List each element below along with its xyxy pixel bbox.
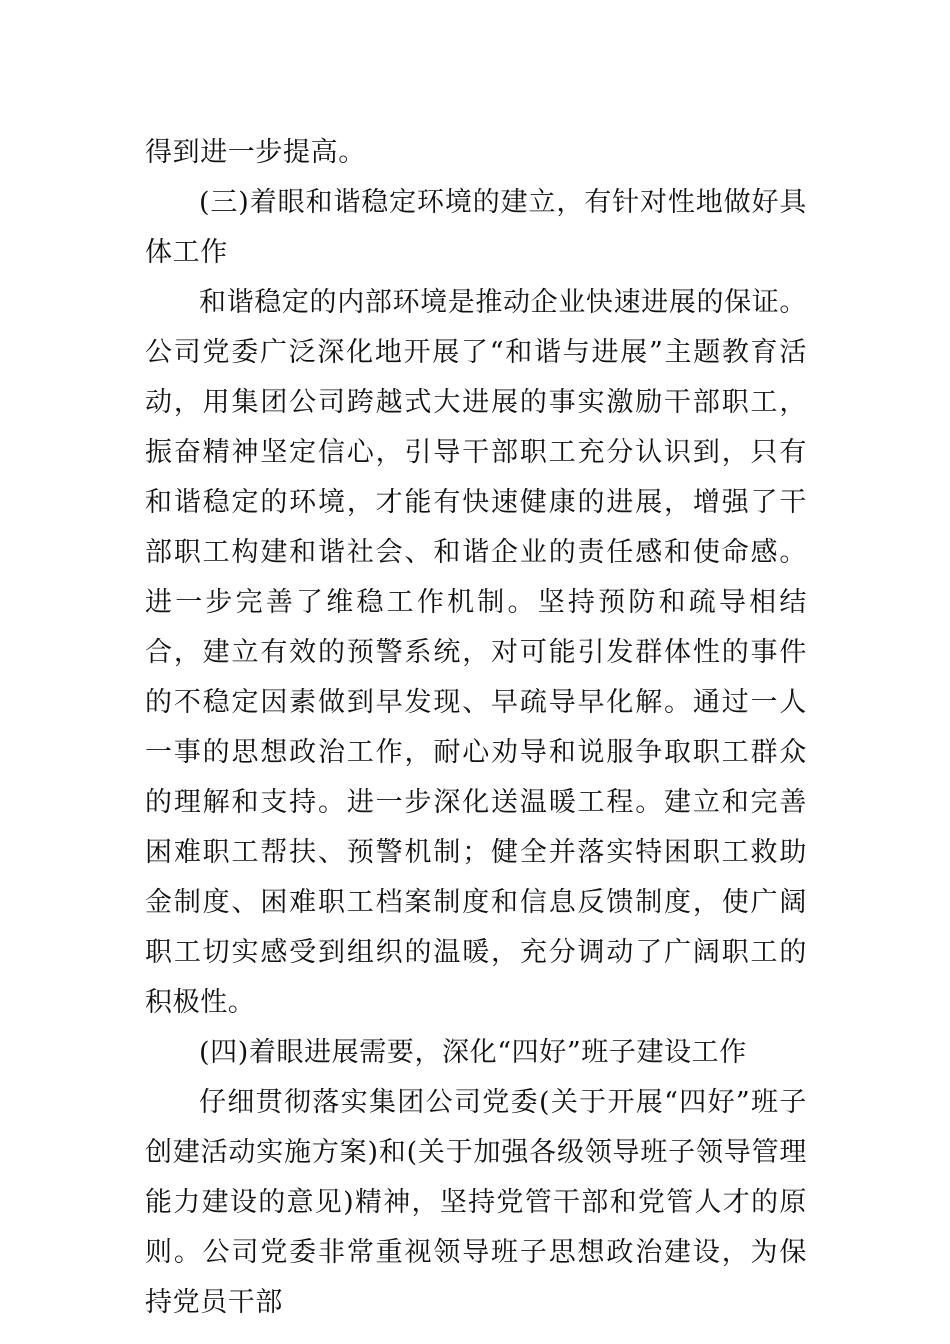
body-text	[145, 128, 807, 1328]
section-heading-4: (四)着眼进展需要，深化“四好”班子建设工作	[199, 1037, 747, 1068]
paragraph-continuation: 得到进一步提高。	[145, 137, 366, 168]
section-heading-3: (三)着眼和谐稳定环境的建立，有针对性地做好具体工作	[145, 187, 807, 268]
paragraph-four-good-teams: 仔细贯彻落实集团公司党委(关于开展“四好”班子创建活动实施方案)和(关于加强各级领导班子领导管理能力建设的意见)精神，坚持党管干部和党管人才的原则。公司党委非常重视领导班子思想政治建设，为保持党员干部	[145, 1087, 807, 1318]
paragraph-harmony-stability: 和谐稳定的内部环境是推动企业快速进展的保证。公司党委广泛深化地开展了“和谐与进展”主题教育活动，用集团公司跨越式大进展的事实激励干部职工，振奋精神坚定信心，引导干部职工充分认识到，只有和谐稳定的环境，才能有快速健康的进展，增强了干部职工构建和谐社会、和谐企业的责任感和使命感。进一步完善了维稳工作机制。坚持预防和疏导相结合，建立有效的预警系统，对可能引发群体性的事件的不稳定因素做到早发现、早疏导早化解。通过一人一事的思想政治工作，耐心劝导和说服争取职工群众的理解和支持。进一步深化送温暖工程。建立和完善困难职工帮扶、预警机制；健全并落实特困职工救助金制度、困难职工档案制度和信息反馈制度，使广阔职工切实感受到组织的温暖，充分调动了广阔职工的积极性。	[145, 287, 807, 1018]
